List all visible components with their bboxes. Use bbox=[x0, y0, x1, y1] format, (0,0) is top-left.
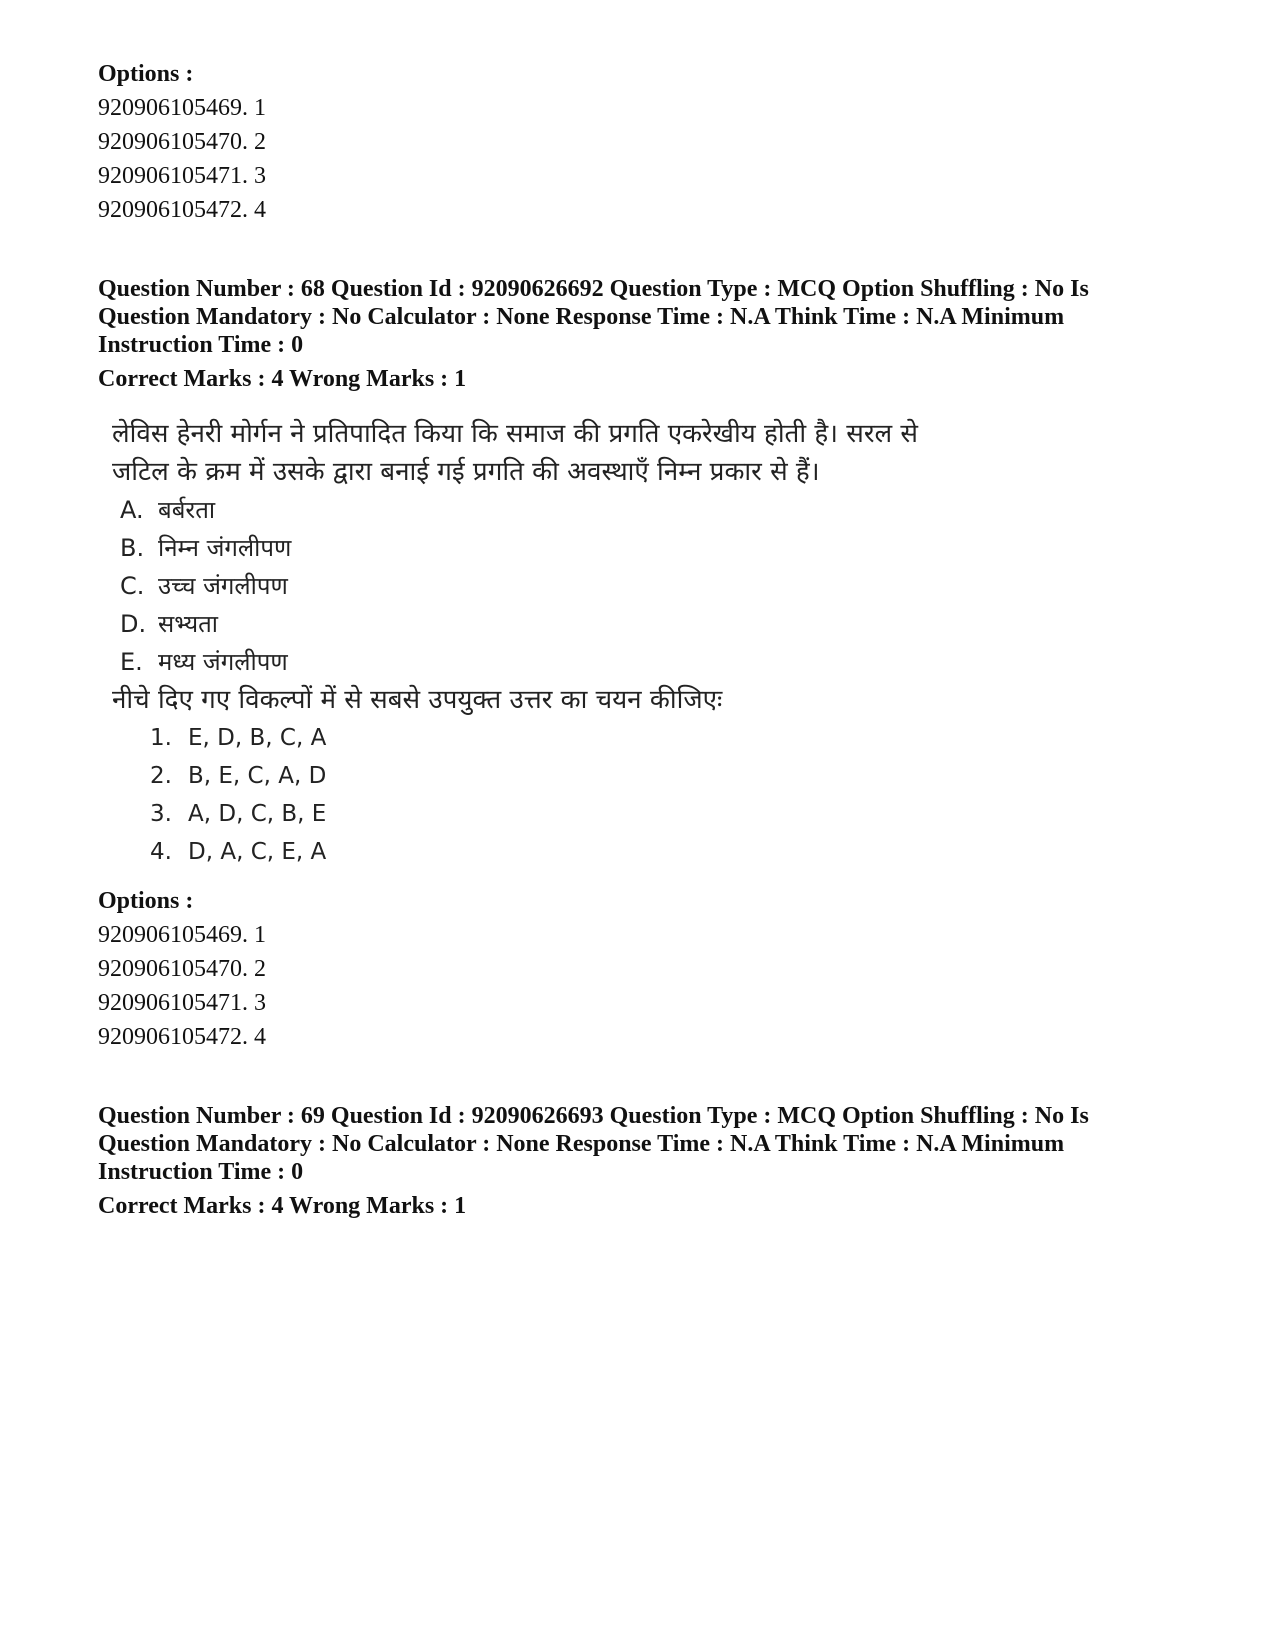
question-meta-line: Question Mandatory : No Calculator : None Response Time : N.A Think Time : N.A Minimum bbox=[98, 304, 1065, 330]
choice-text: D, A, C, E, A bbox=[188, 839, 327, 865]
statement-item bbox=[112, 605, 932, 643]
statement-text: सभ्यता bbox=[158, 610, 219, 638]
option-item: 920906105471. 3 bbox=[98, 990, 266, 1016]
statement-text: उच्च जंगलीपण bbox=[158, 572, 288, 600]
statement-text: निम्न जंगलीपण bbox=[158, 534, 292, 562]
question-meta-line: Question Number : 69 Question Id : 92090626693 Question Type : MCQ Option Shuffling : No Is bbox=[98, 1103, 1089, 1129]
question-meta-line: Instruction Time : 0 bbox=[98, 1159, 304, 1185]
statement-text: मध्य जंगलीपण bbox=[158, 648, 288, 676]
option-item: 920906105472. 4 bbox=[98, 197, 266, 223]
question-68-options bbox=[98, 884, 1178, 1054]
option-item: 920906105469. 1 bbox=[98, 922, 266, 948]
question-meta-line: Instruction Time : 0 bbox=[98, 332, 304, 358]
statement-letter: B. bbox=[120, 534, 145, 562]
choice-number: 2. bbox=[150, 763, 172, 789]
choice-item bbox=[150, 719, 932, 757]
question-marks: Correct Marks : 4 Wrong Marks : 1 bbox=[98, 1193, 467, 1219]
question-meta-line: Question Mandatory : No Calculator : None Response Time : N.A Think Time : N.A Minimum bbox=[98, 1131, 1065, 1157]
top-options-block bbox=[98, 57, 1178, 227]
question-text-line: लेविस हेनरी मोर्गन ने प्रतिपादित किया कि समाज की प्रगति एकरेखीय होती है। सरल से bbox=[112, 419, 918, 449]
statement-item bbox=[112, 529, 932, 567]
choice-text: B, E, C, A, D bbox=[188, 763, 327, 789]
question-marks: Correct Marks : 4 Wrong Marks : 1 bbox=[98, 366, 467, 392]
question-69-header bbox=[98, 1102, 1178, 1220]
choice-number: 1. bbox=[150, 725, 172, 751]
statement-item bbox=[112, 491, 932, 529]
statement-letter: D. bbox=[120, 610, 147, 638]
question-68-header bbox=[98, 275, 1178, 393]
statement-item bbox=[112, 567, 932, 605]
statement-letter: E. bbox=[120, 648, 143, 676]
choice-text: A, D, C, B, E bbox=[188, 801, 327, 827]
statement-text: बर्बरता bbox=[158, 496, 216, 524]
choice-number: 4. bbox=[150, 839, 172, 865]
statement-letter: A. bbox=[120, 496, 144, 524]
option-item: 920906105470. 2 bbox=[98, 129, 266, 155]
option-item: 920906105471. 3 bbox=[98, 163, 266, 189]
choice-item bbox=[150, 833, 932, 871]
question-68-body bbox=[112, 415, 932, 871]
instruction-text: नीचे दिए गए विकल्पों में से सबसे उपयुक्त उत्तर का चयन कीजिएः bbox=[112, 685, 723, 715]
option-item: 920906105470. 2 bbox=[98, 956, 266, 982]
question-text-line: जटिल के क्रम में उसके द्वारा बनाई गई प्रगति की अवस्थाएँ निम्न प्रकार से हैं। bbox=[112, 457, 820, 487]
option-item: 920906105469. 1 bbox=[98, 95, 266, 121]
options-heading: Options : bbox=[98, 61, 194, 87]
option-item: 920906105472. 4 bbox=[98, 1024, 266, 1050]
choice-item bbox=[150, 795, 932, 833]
question-meta-line: Question Number : 68 Question Id : 92090626692 Question Type : MCQ Option Shuffling : No Is bbox=[98, 276, 1089, 302]
options-heading: Options : bbox=[98, 888, 194, 914]
choice-number: 3. bbox=[150, 801, 172, 827]
statement-item bbox=[112, 643, 932, 681]
choice-text: E, D, B, C, A bbox=[188, 725, 327, 751]
choice-item bbox=[150, 757, 932, 795]
statement-letter: C. bbox=[120, 572, 145, 600]
